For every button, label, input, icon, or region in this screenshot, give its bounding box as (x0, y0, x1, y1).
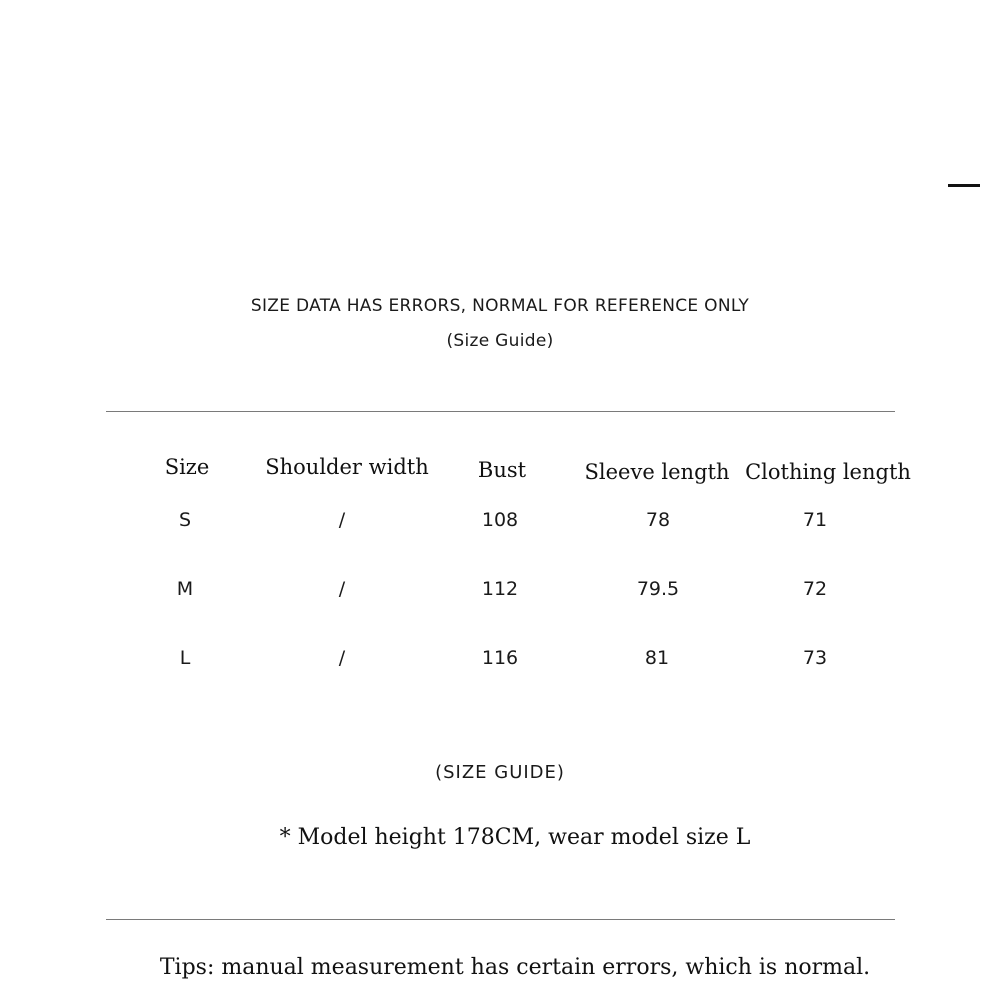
cell-shoulder-width: / (338, 578, 346, 600)
cell-shoulder-width: / (338, 647, 346, 669)
bottom-divider (106, 919, 895, 920)
decorative-dash (948, 184, 980, 187)
cell-bust: 108 (481, 509, 519, 531)
size-guide-subtitle: (Size Guide) (446, 331, 554, 351)
column-header-bust: Bust (477, 458, 527, 482)
cell-bust: 112 (481, 578, 519, 600)
cell-sleeve-length: 78 (645, 509, 671, 531)
cell-size: M (176, 578, 194, 600)
column-header-shoulder-width: Shoulder width (265, 455, 429, 479)
cell-bust: 116 (481, 647, 519, 669)
model-note: * Model height 178CM, wear model size L (279, 825, 751, 850)
column-header-size: Size (164, 455, 210, 479)
cell-clothing-length: 73 (802, 647, 828, 669)
cell-sleeve-length: 81 (644, 647, 670, 669)
top-divider (106, 411, 895, 412)
column-header-sleeve-length: Sleeve length (584, 460, 730, 484)
cell-clothing-length: 71 (802, 509, 828, 531)
cell-size: L (179, 647, 191, 669)
column-header-clothing-length: Clothing length (745, 460, 911, 484)
measurement-tips: Tips: manual measurement has certain errors, which is normal. (159, 955, 871, 980)
cell-sleeve-length: 79.5 (636, 578, 680, 600)
cell-clothing-length: 72 (802, 578, 828, 600)
size-disclaimer: SIZE DATA HAS ERRORS, NORMAL FOR REFERENCE ONLY (250, 296, 750, 316)
cell-shoulder-width: / (338, 509, 346, 531)
size-guide-footer-title: (SIZE GUIDE) (435, 762, 565, 783)
cell-size: S (178, 509, 192, 531)
